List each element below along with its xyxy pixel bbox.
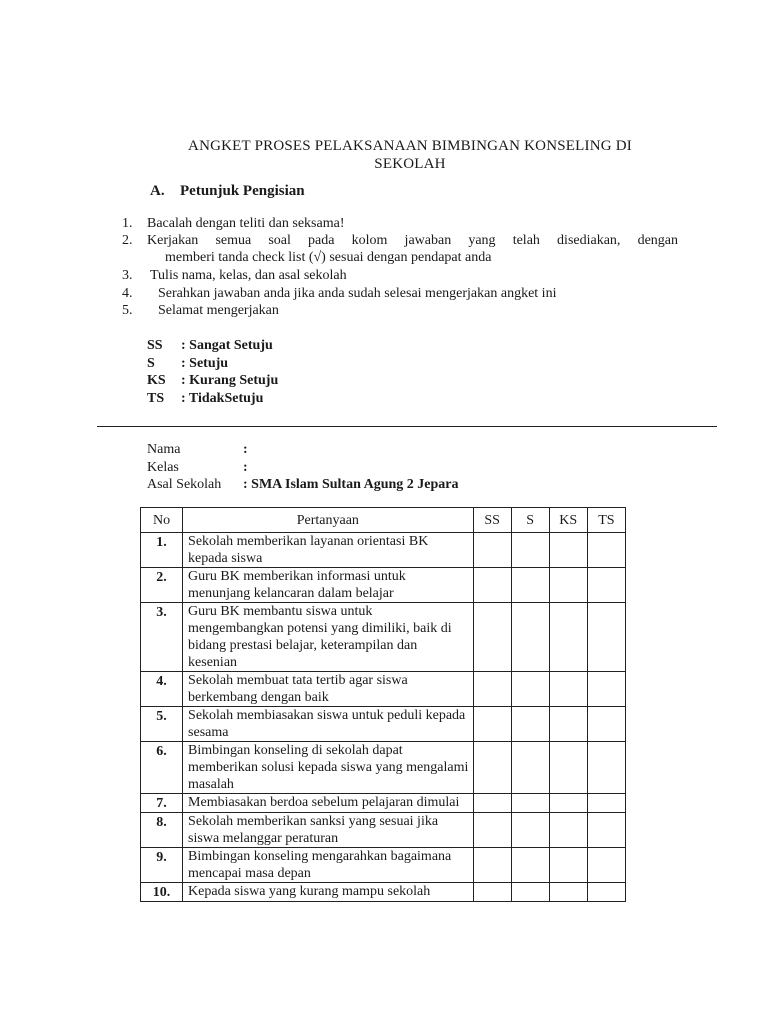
answer-cell-ks[interactable] <box>549 794 587 813</box>
answer-cell-s[interactable] <box>511 533 549 568</box>
answer-cell-ks[interactable] <box>549 603 587 672</box>
respondent-identity <box>147 441 458 494</box>
question-number: 3. <box>141 603 183 672</box>
legend-code: SS <box>147 338 163 353</box>
table-row <box>141 794 626 813</box>
divider-line <box>97 426 717 427</box>
answer-cell-ts[interactable] <box>587 672 625 707</box>
section-label: Petunjuk Pengisian <box>180 183 305 199</box>
document-title <box>120 137 700 173</box>
answer-cell-ks[interactable] <box>549 707 587 742</box>
answer-cell-ts[interactable] <box>587 603 625 672</box>
answer-cell-ss[interactable] <box>473 742 511 794</box>
instruction-number: 5. <box>122 303 133 318</box>
question-text: Sekolah memberikan layanan orientasi BK kepada siswa <box>183 533 474 568</box>
table-header-row <box>141 508 626 533</box>
answer-cell-ts[interactable] <box>587 813 625 848</box>
answer-legend <box>147 337 278 407</box>
question-text: Sekolah memberikan sanksi yang sesuai jika siswa melanggar peraturan <box>183 813 474 848</box>
header-s: S <box>511 508 549 533</box>
instruction-item <box>122 232 678 266</box>
answer-cell-ss[interactable] <box>473 707 511 742</box>
instruction-number: 3. <box>122 268 133 283</box>
question-number: 9. <box>141 848 183 883</box>
sekolah-value[interactable]: : SMA Islam Sultan Agung 2 Jepara <box>243 477 459 492</box>
answer-cell-ks[interactable] <box>549 848 587 883</box>
table-row <box>141 848 626 883</box>
table-row <box>141 742 626 794</box>
question-number: 10. <box>141 883 183 902</box>
legend-code: KS <box>147 373 166 388</box>
instruction-text: Bacalah dengan teliti dan seksama! <box>147 216 345 231</box>
legend-row <box>147 390 278 408</box>
question-text: Sekolah membuat tata tertib agar siswa berkembang dengan baik <box>183 672 474 707</box>
legend-code: S <box>147 355 155 371</box>
answer-cell-ks[interactable] <box>549 672 587 707</box>
answer-cell-ks[interactable] <box>549 813 587 848</box>
answer-cell-ts[interactable] <box>587 707 625 742</box>
answer-cell-s[interactable] <box>511 883 549 902</box>
answer-cell-ss[interactable] <box>473 568 511 603</box>
legend-row <box>147 337 278 355</box>
question-number: 7. <box>141 794 183 813</box>
instruction-text: Kerjakan semua soal pada kolom jawaban yang telah disediakan, dengan <box>147 233 678 248</box>
question-number: 2. <box>141 568 183 603</box>
instruction-number: 1. <box>122 216 133 231</box>
answer-cell-s[interactable] <box>511 672 549 707</box>
question-text: Guru BK membantu siswa untuk mengembangkan potensi yang dimiliki, baik di bidang prestasi belajar, keterampilan dan kesenian <box>183 603 474 672</box>
answer-cell-ks[interactable] <box>549 533 587 568</box>
identity-row-sekolah <box>147 476 458 494</box>
sekolah-label: Asal Sekolah <box>147 477 222 492</box>
header-ks: KS <box>549 508 587 533</box>
answer-cell-ss[interactable] <box>473 794 511 813</box>
answer-cell-ss[interactable] <box>473 533 511 568</box>
answer-cell-ks[interactable] <box>549 568 587 603</box>
answer-cell-ss[interactable] <box>473 883 511 902</box>
title-line-2: SEKOLAH <box>374 156 446 172</box>
instruction-text-continued: memberi tanda check list (√) sesuai dengan pendapat anda <box>165 250 492 265</box>
section-letter: A. <box>150 183 165 199</box>
header-question: Pertanyaan <box>183 508 474 533</box>
nama-label: Nama <box>147 442 181 457</box>
table-row <box>141 603 626 672</box>
question-number: 1. <box>141 533 183 568</box>
answer-cell-ts[interactable] <box>587 568 625 603</box>
table-row <box>141 813 626 848</box>
instruction-text: Tulis nama, kelas, dan asal sekolah <box>150 268 347 283</box>
legend-desc: : TidakSetuju <box>181 390 264 406</box>
legend-desc: : Sangat Setuju <box>181 338 273 353</box>
question-text: Guru BK memberikan informasi untuk menunjang kelancaran dalam belajar <box>183 568 474 603</box>
identity-row-nama <box>147 441 458 459</box>
question-text: Bimbingan konseling di sekolah dapat memberikan solusi kepada siswa yang mengalami masalah <box>183 742 474 794</box>
kelas-label: Kelas <box>147 459 179 475</box>
table-row <box>141 707 626 742</box>
question-number: 4. <box>141 672 183 707</box>
header-no: No <box>141 508 183 533</box>
table-row <box>141 883 626 902</box>
answer-cell-s[interactable] <box>511 603 549 672</box>
section-heading <box>150 183 305 200</box>
instruction-text: Serahkan jawaban anda jika anda sudah selesai mengerjakan angket ini <box>158 286 557 301</box>
answer-cell-ts[interactable] <box>587 848 625 883</box>
answer-cell-ts[interactable] <box>587 883 625 902</box>
legend-desc: : Kurang Setuju <box>181 373 279 388</box>
question-text: Sekolah membiasakan siswa untuk peduli kepada sesama <box>183 707 474 742</box>
legend-desc: : Setuju <box>181 355 229 371</box>
question-text: Bimbingan konseling mengarahkan bagaimana mencapai masa depan <box>183 848 474 883</box>
answer-cell-ss[interactable] <box>473 603 511 672</box>
instruction-text: Selamat mengerjakan <box>158 303 279 318</box>
identity-row-kelas <box>147 459 458 477</box>
header-ts: TS <box>587 508 625 533</box>
question-number: 6. <box>141 742 183 794</box>
kelas-value[interactable]: : <box>243 459 248 475</box>
header-ss: SS <box>473 508 511 533</box>
nama-value[interactable]: : <box>243 442 248 457</box>
answer-cell-s[interactable] <box>511 707 549 742</box>
answer-cell-s[interactable] <box>511 742 549 794</box>
table-row <box>141 568 626 603</box>
question-text: Membiasakan berdoa sebelum pelajaran dimulai <box>183 794 474 813</box>
answer-cell-s[interactable] <box>511 568 549 603</box>
answer-cell-ks[interactable] <box>549 742 587 794</box>
answer-cell-ss[interactable] <box>473 813 511 848</box>
answer-cell-ts[interactable] <box>587 533 625 568</box>
question-number: 5. <box>141 707 183 742</box>
answer-cell-s[interactable] <box>511 813 549 848</box>
questionnaire-table <box>140 507 626 902</box>
answer-cell-s[interactable] <box>511 848 549 883</box>
answer-cell-ks[interactable] <box>549 883 587 902</box>
legend-row <box>147 355 278 373</box>
answer-cell-s[interactable] <box>511 794 549 813</box>
table-row <box>141 672 626 707</box>
table-row <box>141 533 626 568</box>
instruction-number: 2. <box>122 233 133 248</box>
title-line-1: ANGKET PROSES PELAKSANAAN BIMBINGAN KONSELING DI <box>188 138 632 154</box>
answer-cell-ss[interactable] <box>473 672 511 707</box>
question-text: Kepada siswa yang kurang mampu sekolah <box>183 883 474 902</box>
instruction-number: 4. <box>122 286 133 301</box>
answer-cell-ss[interactable] <box>473 848 511 883</box>
question-number: 8. <box>141 813 183 848</box>
legend-row <box>147 372 278 390</box>
answer-cell-ts[interactable] <box>587 742 625 794</box>
legend-code: TS <box>147 390 165 406</box>
answer-cell-ts[interactable] <box>587 794 625 813</box>
